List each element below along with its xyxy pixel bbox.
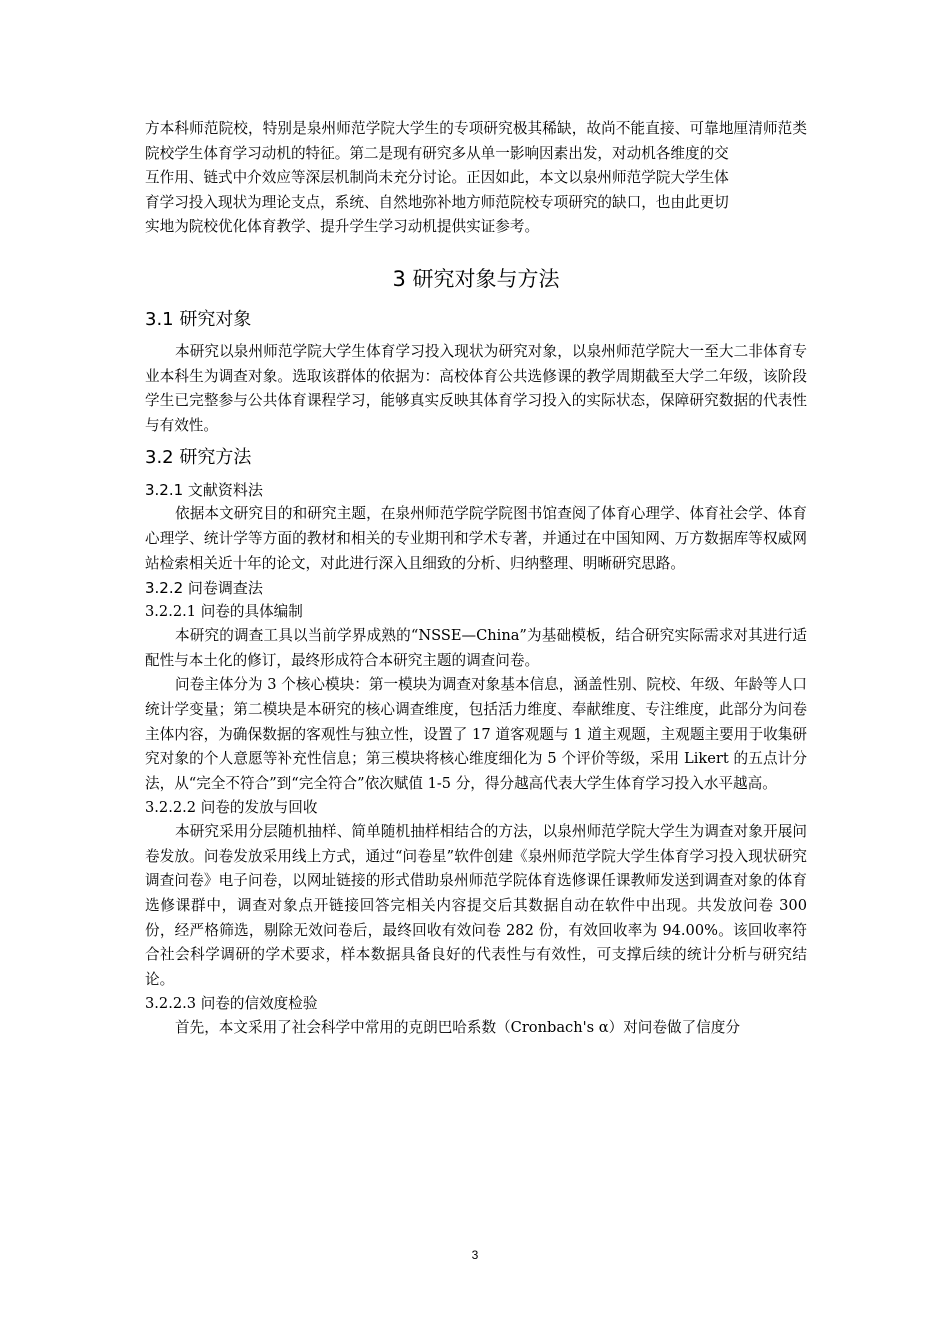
- section-3-2-2-2-title: 3.2.2.2 问卷的发放与回收: [145, 799, 318, 817]
- section-3-2-2-3-title: 3.2.2.3 问卷的信效度检验: [145, 995, 318, 1013]
- chapter-title: 3 研究对象与方法: [392, 266, 560, 291]
- section-3-2-2-title: 3.2.2 问卷调查法: [145, 579, 263, 598]
- intro-line-3: 育学习投入现状为理论支点，系统、自然地弥补地方师范院校专项研究的缺口，也由此更切: [145, 193, 729, 211]
- section-3-2-1-title: 3.2.1 文献资料法: [145, 481, 263, 500]
- section-3-2-2-3-paragraph: 首先，本文采用了社会科学中常用的克朗巴哈系数（Cronbach's α）对问卷做了信度分: [175, 1019, 740, 1037]
- section-3-1-title: 3.1 研究对象: [145, 308, 252, 330]
- intro-paragraph: [145, 117, 807, 240]
- section-3-2-2-1-paragraph-1: 本研究的调查工具以当前学界成熟的“NSSE—China”为基础模板，结合研究实际需求对其进行适配性与本土化的修订，最终形成符合本研究主题的调查问卷。: [145, 627, 807, 669]
- section-3-2-1-paragraph: 依据本文研究目的和研究主题，在泉州师范学院学院图书馆查阅了体育心理学、体育社会学、体育心理学、统计学等方面的教材和相关的专业期刊和学术专著，并通过在中国知网、万方数据库等权威网站检索相关近十年的论文，对此进行深入且细致的分析、归纳整理、明晰研究思路。: [145, 505, 807, 572]
- intro-line-1: 方本科师范院校，特别是泉州师范学院大学生的专项研究极其稀缺，故尚不能直接、可靠地厘清师范类院校学生体育学习动机的特征。第二是现有研究多从单一影响因素出发，对动机各维度的交: [145, 120, 807, 162]
- section-3-1-paragraph: 本研究以泉州师范学院大学生体育学习投入现状为研究对象，以泉州师范学院大一至大二非体育专业本科生为调查对象。选取该群体的依据为：高校体育公共选修课的教学周期截至大学二年级，该阶段学生已完整参与公共体育课程学习，能够真实反映其体育学习投入的实际状态，保障研究数据的代表性与有效性。: [145, 342, 807, 434]
- intro-line-4: 实地为院校优化体育教学、提升学生学习动机提供实证参考。: [145, 218, 540, 236]
- section-3-2-2-1-paragraph-2: 问卷主体分为 3 个核心模块：第一模块为调查对象基本信息，涵盖性别、院校、年级、年龄等人口统计学变量；第二模块是本研究的核心调查维度，包括活力维度、奉献维度、专注维度，此部分为问卷主体内容，为确保数据的客观性与独立性，设置了 17 道客观题与 1 道主观题，主观题主要用于收集研究对象的个人意愿等补充性信息；第三模块将核心维度细化为 5 个评价等级，采用 Likert 的五点计分法，从“完全不符合”到“完全符合”依次赋值 1-5 分，得分越高代表大学生体育学习投入水平越高。: [145, 676, 807, 792]
- intro-line-2: 互作用、链式中介效应等深层机制尚未充分讨论。正因如此，本文以泉州师范学院大学生体: [145, 169, 729, 187]
- section-3-2-2-1-title: 3.2.2.1 问卷的具体编制: [145, 603, 303, 621]
- section-3-2-2-2-paragraph: 本研究采用分层随机抽样、简单随机抽样相结合的方法，以泉州师范学院大学生为调查对象开展问卷发放。问卷发放采用线上方式，通过“问卷星”软件创建《泉州师范学院大学生体育学习投入现状研究调查问卷》电子问卷，以网址链接的形式借助泉州师范学院体育选修课任课教师发送到调查对象的体育选修课群中，调查对象点开链接回答完相关内容提交后其数据自动在软件中出现。共发放问卷 300 份，经严格筛选，剔除无效问卷后，最终回收有效问卷 282 份，有效回收率为 94.00%。该回收率符合社会科学调研的学术要求，样本数据具备良好的代表性与有效性，可支撑后续的统计分析与研究结论。: [145, 823, 807, 988]
- page-number: 3: [471, 1248, 479, 1262]
- section-3-2-title: 3.2 研究方法: [145, 447, 252, 469]
- page-body: [145, 117, 807, 1041]
